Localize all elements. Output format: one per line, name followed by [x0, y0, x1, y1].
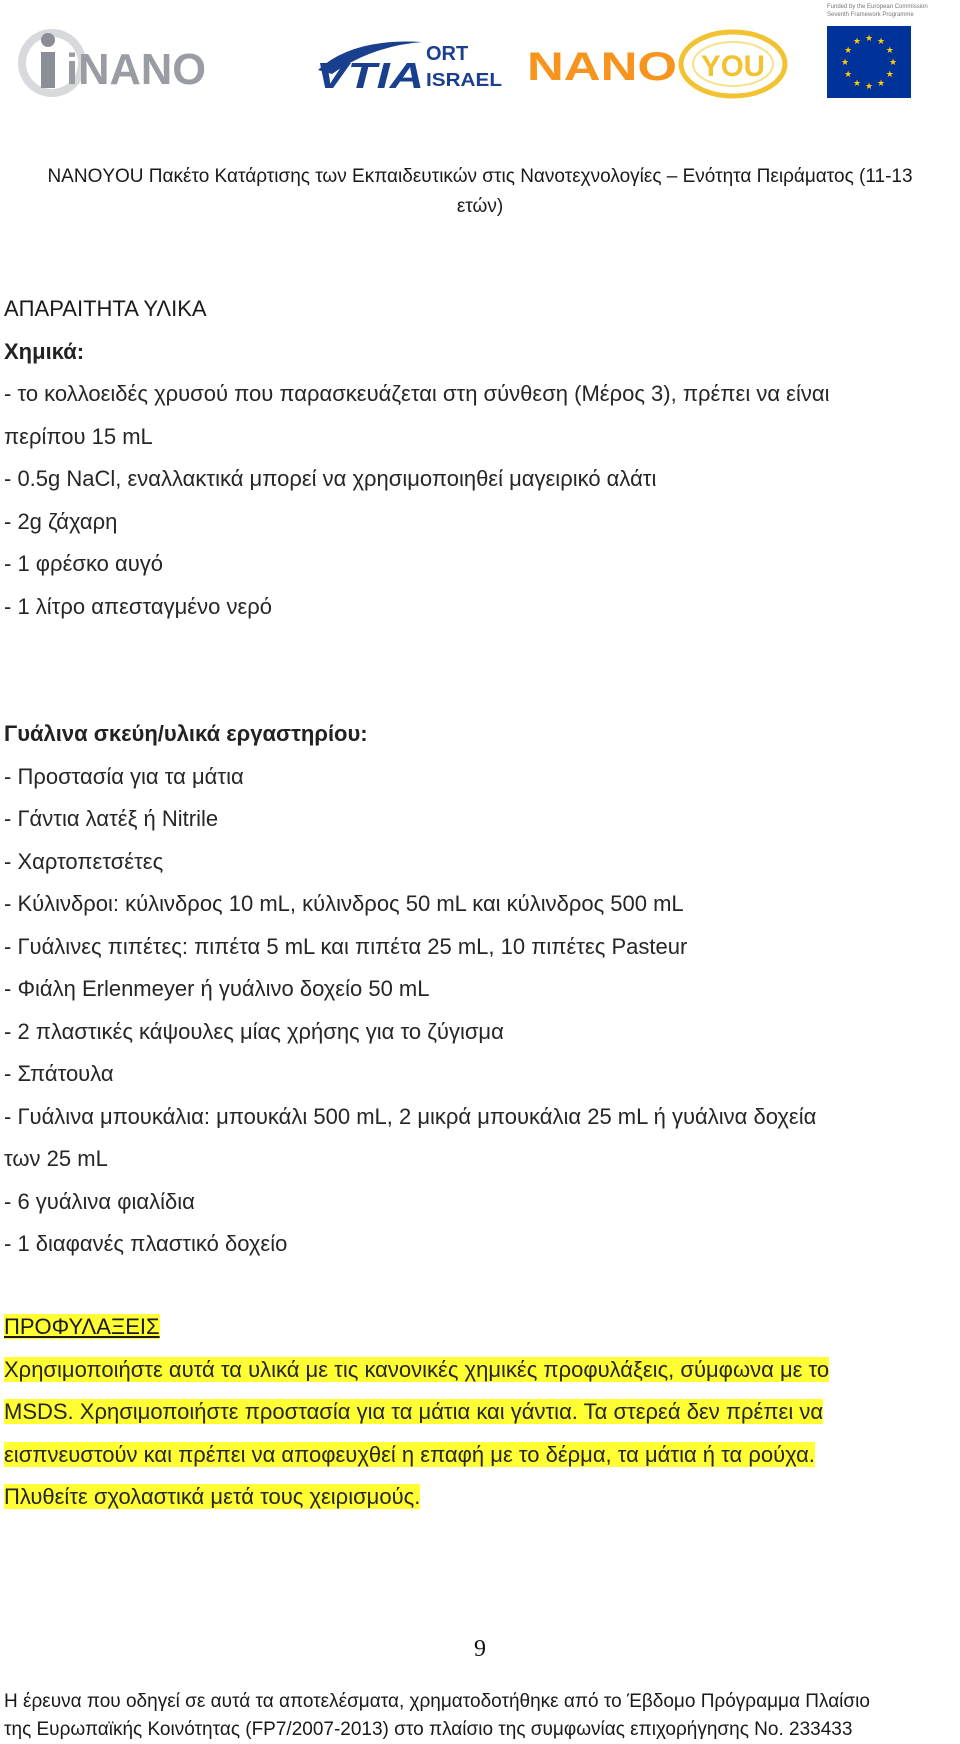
document-header: [0, 162, 960, 222]
nano-logo-text: NANO: [527, 45, 677, 89]
inano-logo: [12, 18, 222, 108]
list-item: περίπου 15 mL: [4, 423, 153, 449]
list-item: - το κολλοειδές χρυσού που παρασκευάζεται στη σύνθεση (Μέρος 3), πρέπει να είναι: [4, 381, 830, 406]
list-item: - 6 γυάλινα φιαλίδια: [4, 1188, 195, 1214]
ort-logo-text: ORT: [426, 43, 469, 65]
materials-title: ΑΠΑΡΑΙΤΗΤΑ ΥΛΙΚΑ: [4, 296, 207, 321]
glassware-list: [4, 756, 954, 1266]
safety-line: Χρησιμοποιήστε αυτά τα υλικά με τις κανονικές χημικές προφυλάξεις, σύμφωνα με το: [4, 1356, 830, 1382]
eu-funded-text: Funded by the European Commission: [827, 4, 928, 10]
list-item: - 2g ζάχαρη: [4, 508, 118, 534]
chemicals-list: [4, 373, 954, 628]
eu-star-icon: ★: [852, 77, 862, 88]
eu-programme-text: Seventh Framework Programme: [827, 12, 914, 18]
footer-line-2: της Ευρωπαϊκής Κοινότητας (FP7/2007-2013) στο πλαίσιο της συμφωνίας επιχορήγησης No. 233433: [4, 1719, 853, 1740]
list-item: - 0.5g NaCl, εναλλακτικά μπορεί να χρησιμοποιηθεί μαγειρικό αλάτι: [4, 466, 657, 491]
safety-line: Πλυθείτε σχολαστικά μετά τους χειρισμούς.: [4, 1484, 421, 1509]
eu-star-icon: ★: [885, 69, 894, 79]
list-item: - 1 λίτρο απεσταγμένο νερό: [4, 593, 272, 619]
materials-section: [4, 288, 954, 1266]
list-item: - Γυάλινα μπουκάλια: μπουκάλι 500 mL, 2 μικρά μπουκάλια 25 mL ή γυάλινα δοχεία: [4, 1103, 817, 1129]
inano-logo-text: iNANO: [66, 45, 206, 94]
safety-line: MSDS. Χρησιμοποιήστε προστασία για τα μάτια και γάντια. Τα στερεά δεν πρέπει να: [4, 1399, 824, 1424]
chemicals-heading: Χημικά:: [4, 338, 85, 364]
page-number: 9: [474, 1636, 486, 1662]
glassware-heading: Γυάλινα σκεύη/υλικά εργαστηρίου:: [4, 721, 368, 746]
list-item: - Προστασία για τα μάτια: [4, 763, 244, 789]
safety-section: [4, 1306, 954, 1519]
vtia-logo-text: VTIA: [316, 55, 424, 96]
list-item: - Χαρτοπετσέτες: [4, 848, 164, 874]
eu-star-icon: ★: [852, 36, 862, 47]
list-item: - Γάντια λατέξ ή Nitrile: [4, 806, 219, 831]
list-item: - Σπάτουλα: [4, 1061, 114, 1086]
header-line-1: NANOYOU Πακέτο Κατάρτισης των Εκπαιδευτικών στις Νανοτεχνολογίες – Ενότητα Πειράματος (11-13: [47, 166, 913, 187]
safety-title: ΠΡΟΦΥΛΑΞΕΙΣ: [4, 1314, 160, 1339]
list-item: - Γυάλινες πιπέτες: πιπέτα 5 mL και πιπέτα 25 mL, 10 πιπέτες Pasteur: [4, 933, 688, 959]
header-line-2: ετών): [456, 196, 504, 217]
eu-star-icon: ★: [885, 45, 894, 55]
vtia-ort-israel-logo: [312, 30, 508, 100]
israel-logo-text: ISRAEL: [426, 70, 502, 90]
you-logo-text: YOU: [701, 50, 765, 83]
list-item: - 2 πλαστικές κάψουλες μίας χρήσης για το ζύγισμα: [4, 1018, 504, 1044]
nanoyou-logo: [525, 28, 795, 100]
spacer: [4, 628, 954, 713]
footer-line-1: Η έρευνα που οδηγεί σε αυτά τα αποτελέσματα, χρηματοδοτήθηκε από το Έβδομο Πρόγραμμα Πλαίσιο: [4, 1691, 870, 1712]
eu-star-icon: ★: [888, 57, 898, 67]
list-item: των 25 mL: [4, 1146, 108, 1171]
eu-star-icon: ★: [844, 69, 853, 79]
safety-line: εισπνευστούν και πρέπει να αποφευχθεί η επαφή με το δέρμα, τα μάτια ή τα ρούχα.: [4, 1441, 815, 1467]
list-item: - Φιάλη Erlenmeyer ή γυάλινο δοχείο 50 mL: [4, 976, 430, 1001]
list-item: - 1 φρέσκο αυγό: [4, 551, 164, 576]
eu-star-icon: ★: [840, 57, 850, 67]
funding-footer: [4, 1688, 956, 1744]
eu-flag-logo: [823, 0, 955, 110]
eu-star-icon: ★: [876, 36, 886, 47]
eu-star-icon: ★: [844, 45, 853, 55]
list-item: - 1 διαφανές πλαστικό δοχείο: [4, 1231, 288, 1256]
eu-star-icon: ★: [864, 33, 874, 43]
logo-bar: [0, 0, 960, 120]
eu-star-icon: ★: [876, 77, 886, 88]
eu-star-icon: ★: [864, 81, 874, 91]
list-item: - Κύλινδροι: κύλινδρος 10 mL, κύλινδρος 50 mL και κύλινδρος 500 mL: [4, 891, 684, 916]
